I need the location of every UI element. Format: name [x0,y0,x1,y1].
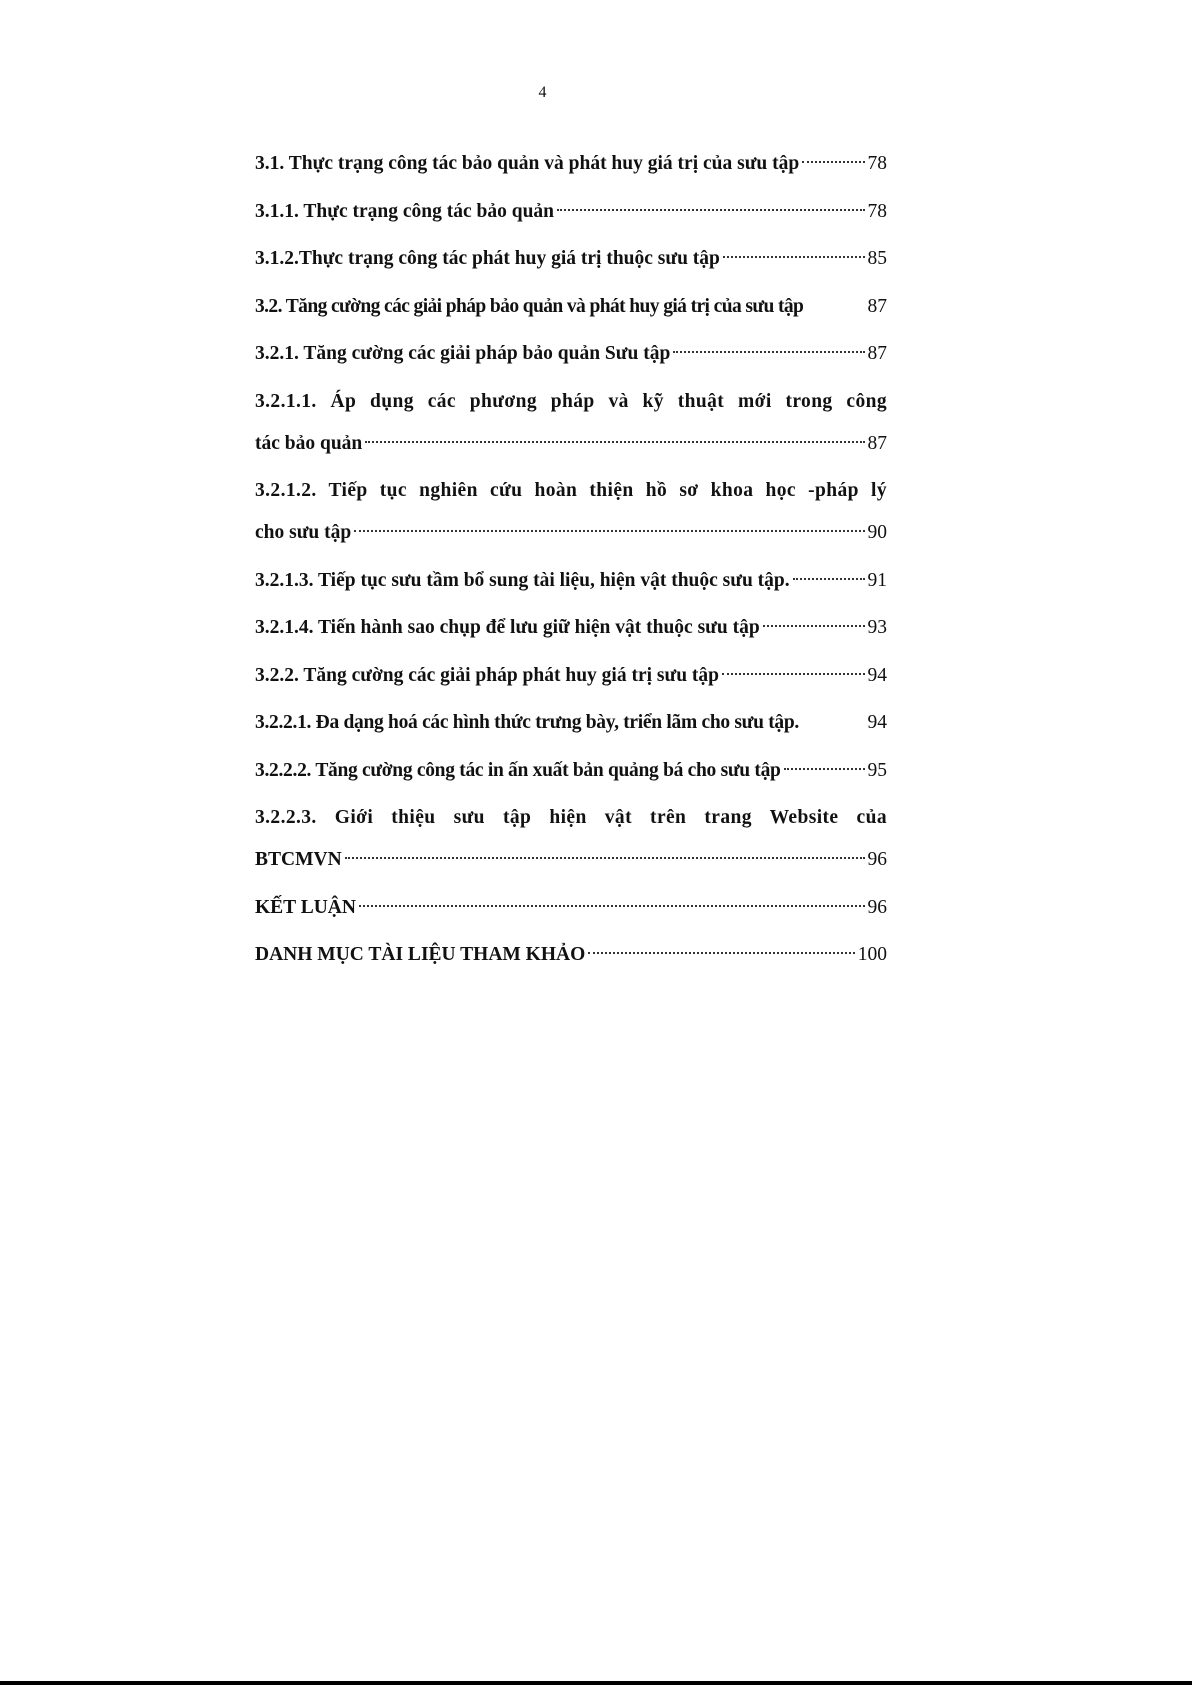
dot-leader [365,441,864,443]
toc-entry-title: 3.2.2.2. Tăng cường công tác in ấn xuất bản quảng bá cho sưu tập [255,759,781,781]
toc-entry-page: 78 [867,200,887,222]
toc-entry-title: 3.2.1.3. Tiếp tục sưu tầm bổ sung tài liệu, hiện vật thuộc sưu tập. [255,569,790,591]
toc-entry-title: 3.1.2.Thực trạng công tác phát huy giá trị thuộc sưu tập [255,248,720,269]
toc-entry-page: 93 [867,617,887,638]
toc-entry[interactable] [255,709,887,737]
toc-entry-page: 91 [867,569,887,591]
toc-entry[interactable] [255,198,887,226]
toc-entry[interactable] [255,894,887,922]
dot-leader [763,625,865,627]
dot-leader [588,952,854,954]
toc-entry-title: 3.2. Tăng cường các giải pháp bảo quản và phát huy giá trị của sưu tập [255,295,804,317]
table-of-contents [255,150,887,989]
dot-leader [802,161,864,163]
dot-leader [354,530,864,532]
toc-entry-page: 94 [867,712,887,733]
toc-entry[interactable] [255,245,887,273]
toc-entry-title: 3.2.1. Tăng cường các giải pháp bảo quản Sưu tập [255,343,671,364]
toc-entry-title-continued: BTCMVN [255,849,342,870]
toc-entry-page: 85 [867,248,887,269]
toc-entry-title-continued: cho sưu tập [255,522,352,543]
dot-leader [345,857,865,859]
toc-entry-page: 96 [867,849,887,870]
toc-entry-title: 3.2.1.2. Tiếp tục nghiên cứu hoàn thiện hồ sơ khoa học -pháp lý [255,480,887,501]
toc-entry-title: 3.2.1.1. Áp dụng các phương pháp và kỹ thuật mới trong công [255,390,887,412]
bottom-border [0,1681,1192,1685]
dot-leader [722,673,864,675]
toc-entry-title: 3.2.1.4. Tiến hành sao chụp để lưu giữ hiện vật thuộc sưu tập [255,617,760,638]
toc-entry-page: 90 [867,522,887,543]
toc-entry-page: 94 [867,664,887,686]
toc-entry-page: 78 [867,153,887,174]
toc-entry-title: 3.2.2.3. Giới thiệu sưu tập hiện vật trên trang Website của [255,807,887,828]
toc-entry-title: 3.2.2. Tăng cường các giải pháp phát huy giá trị sưu tập [255,664,720,686]
toc-entry[interactable] [255,757,887,785]
toc-entry-page: 96 [867,896,887,918]
toc-entry-title-continued: tác bảo quản [255,432,363,454]
toc-entry[interactable] [255,804,887,874]
toc-entry-title: DANH MỤC TÀI LIỆU THAM KHẢO [255,944,586,965]
toc-entry[interactable] [255,567,887,595]
toc-entry[interactable] [255,662,887,690]
toc-entry-page: 87 [867,295,887,317]
toc-entry-title: 3.1.1. Thực trạng công tác bảo quản [255,200,555,222]
toc-entry[interactable] [255,477,887,547]
toc-entry[interactable] [255,340,887,368]
toc-entry[interactable] [255,941,887,969]
toc-entry-page: 95 [867,759,887,781]
toc-entry[interactable] [255,150,887,178]
page-number: 4 [538,84,547,101]
toc-entry-title: 3.1. Thực trạng công tác bảo quản và phát huy giá trị của sưu tập [255,153,800,174]
dot-leader [784,768,865,770]
dot-leader [359,905,865,907]
dot-leader [557,209,864,211]
toc-entry-page: 87 [867,432,887,454]
dot-leader [793,578,865,580]
toc-entry[interactable] [255,293,887,321]
toc-entry-title: 3.2.2.1. Đa dạng hoá các hình thức trưng bày, triển lãm cho sưu tập. [255,712,799,733]
dot-leader [723,256,865,258]
toc-entry-page: 100 [857,944,887,965]
toc-entry[interactable] [255,614,887,642]
dot-leader [673,351,864,353]
toc-entry-page: 87 [867,343,887,364]
toc-entry-title: KẾT LUẬN [255,896,356,918]
toc-entry[interactable] [255,388,887,458]
